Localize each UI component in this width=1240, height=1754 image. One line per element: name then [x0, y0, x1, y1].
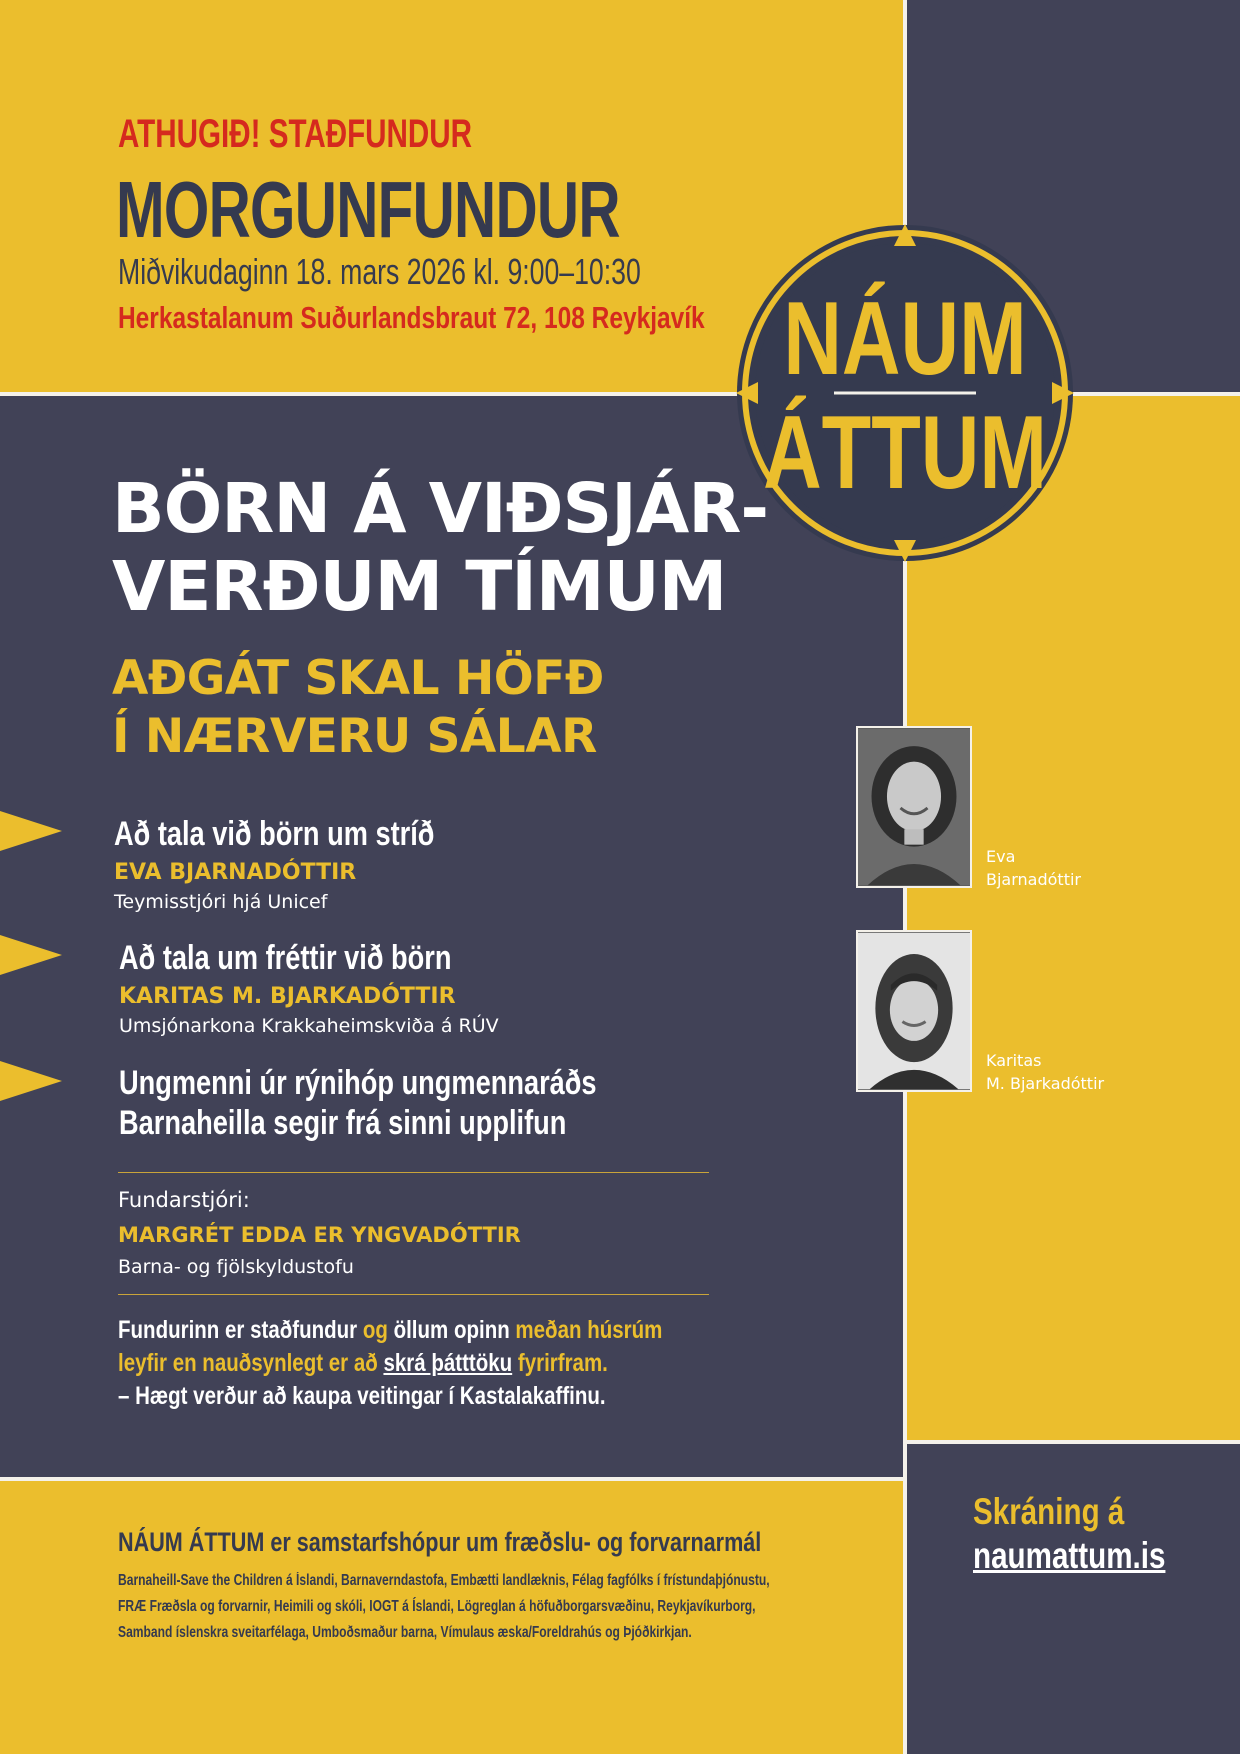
notice-text-highlight: fyrirfram.	[512, 1349, 608, 1377]
notice-line-3: – Hægt verður að kaupa veitingar í Kastalakaffinu.	[118, 1382, 606, 1410]
notice-line-1	[118, 1314, 662, 1347]
speaker-photo-eva	[856, 726, 972, 888]
talk-title: Að tala við börn um stríð	[114, 815, 435, 853]
talk-title-line-1: Ungmenni úr rýnihóp ungmennaráðs	[119, 1064, 597, 1102]
section-rule	[118, 1294, 709, 1295]
talk-speaker: KARITAS M. BJARKADÓTTIR	[119, 984, 456, 1009]
notice-text: Fundurinn er staðfundur	[118, 1316, 363, 1344]
footer-members: Barnaheill-Save the Children á Íslandi, Barnaverndastofa, Embætti landlæknis, Félag fagfólks í frístundaþjónustu, FRÆ Fræðsla og forvarnir, Heimili og skóli, IOGT á Íslandi, Lögreglan á höfuðborgarsvæðinu, Reykjavíkurborg, Samband íslenskra sveitarfélaga, Umboðsmaður barna, Vímulaus æska/Foreldrahús og Þjóðkirkjan.	[118, 1572, 770, 1641]
signup-label: Skráning á	[973, 1491, 1125, 1532]
speaker-photo-karitas	[856, 930, 972, 1092]
talk-item-1	[114, 814, 514, 913]
section-rule	[118, 1172, 709, 1173]
arrow-marker-icon	[0, 811, 62, 851]
event-location: Herkastalanum Suðurlandsbraut 72, 108 Reykjavík	[118, 300, 705, 335]
register-link[interactable]: skrá þátttöku	[383, 1349, 513, 1377]
event-type-heading: MORGUNFUNDUR	[116, 165, 620, 254]
main-title-line-1: BÖRN Á VIÐSJÁR-	[112, 469, 768, 549]
caption-line: M. Bjarkadóttir	[986, 1074, 1105, 1093]
portrait-icon	[858, 932, 970, 1090]
main-title	[112, 470, 768, 626]
registration-notice	[118, 1314, 662, 1413]
notice-text-highlight: og	[362, 1316, 388, 1344]
naum-attum-emblem	[734, 222, 1076, 564]
chair-name: MARGRÉT EDDA ER YNGVADÓTTIR	[118, 1223, 521, 1247]
footer-tagline: er samstarfshópur um fræðslu- og forvarnarmál	[264, 1527, 762, 1557]
notice-text-highlight: leyfir en nauðsynlegt er að	[118, 1349, 384, 1377]
photo-caption-karitas	[986, 1049, 1104, 1095]
signup-link[interactable]: naumattum.is	[973, 1535, 1166, 1576]
caption-line: Karitas	[986, 1051, 1042, 1070]
talk-item-2	[119, 938, 535, 1037]
emblem-word-2: ÁTTUM	[763, 394, 1047, 511]
arrow-marker-icon	[0, 935, 62, 975]
main-title-line-2: VERÐUM TÍMUM	[112, 547, 727, 627]
talk-role: Teymisstjóri hjá Unicef	[114, 891, 328, 913]
caption-line: Eva	[986, 847, 1016, 866]
talk-speaker: EVA BJARNADÓTTIR	[114, 860, 357, 885]
footer-heading	[118, 1527, 761, 1558]
sub-title-line-1: AÐGÁT SKAL HÖFÐ	[112, 651, 604, 706]
portrait-icon	[858, 728, 970, 886]
chair-label: Fundarstjóri:	[118, 1188, 250, 1212]
horizontal-divider-right	[907, 1440, 1240, 1444]
horizontal-divider-bottom	[0, 1477, 907, 1481]
sub-title	[112, 650, 604, 766]
emblem-word-1: NÁUM	[783, 280, 1027, 397]
sub-title-line-2: Í NÆRVERU SÁLAR	[112, 709, 597, 764]
talk-title-line-2: Barnaheilla segir frá sinni upplifun	[119, 1104, 567, 1142]
notice-text-highlight: meðan húsrúm	[515, 1316, 663, 1344]
arrow-marker-icon	[0, 1061, 62, 1101]
signup-block	[973, 1490, 1165, 1578]
notice-line-2	[118, 1347, 662, 1380]
notice-text: öllum opinn	[387, 1316, 516, 1344]
talk-role: Umsjónarkona Krakkaheimskviða á RÚV	[119, 1015, 499, 1037]
footer-brand: NÁUM ÁTTUM	[118, 1527, 265, 1557]
talk-item-3	[119, 1063, 716, 1143]
talk-title: Að tala um fréttir við börn	[119, 939, 452, 977]
photo-caption-eva	[986, 845, 1081, 891]
event-date-time: Miðvikudaginn 18. mars 2026 kl. 9:00–10:30	[118, 251, 641, 292]
alert-label: ATHUGIÐ! STAÐFUNDUR	[118, 112, 473, 156]
chair-organization: Barna- og fjölskyldustofu	[118, 1256, 354, 1278]
caption-line: Bjarnadóttir	[986, 870, 1081, 889]
